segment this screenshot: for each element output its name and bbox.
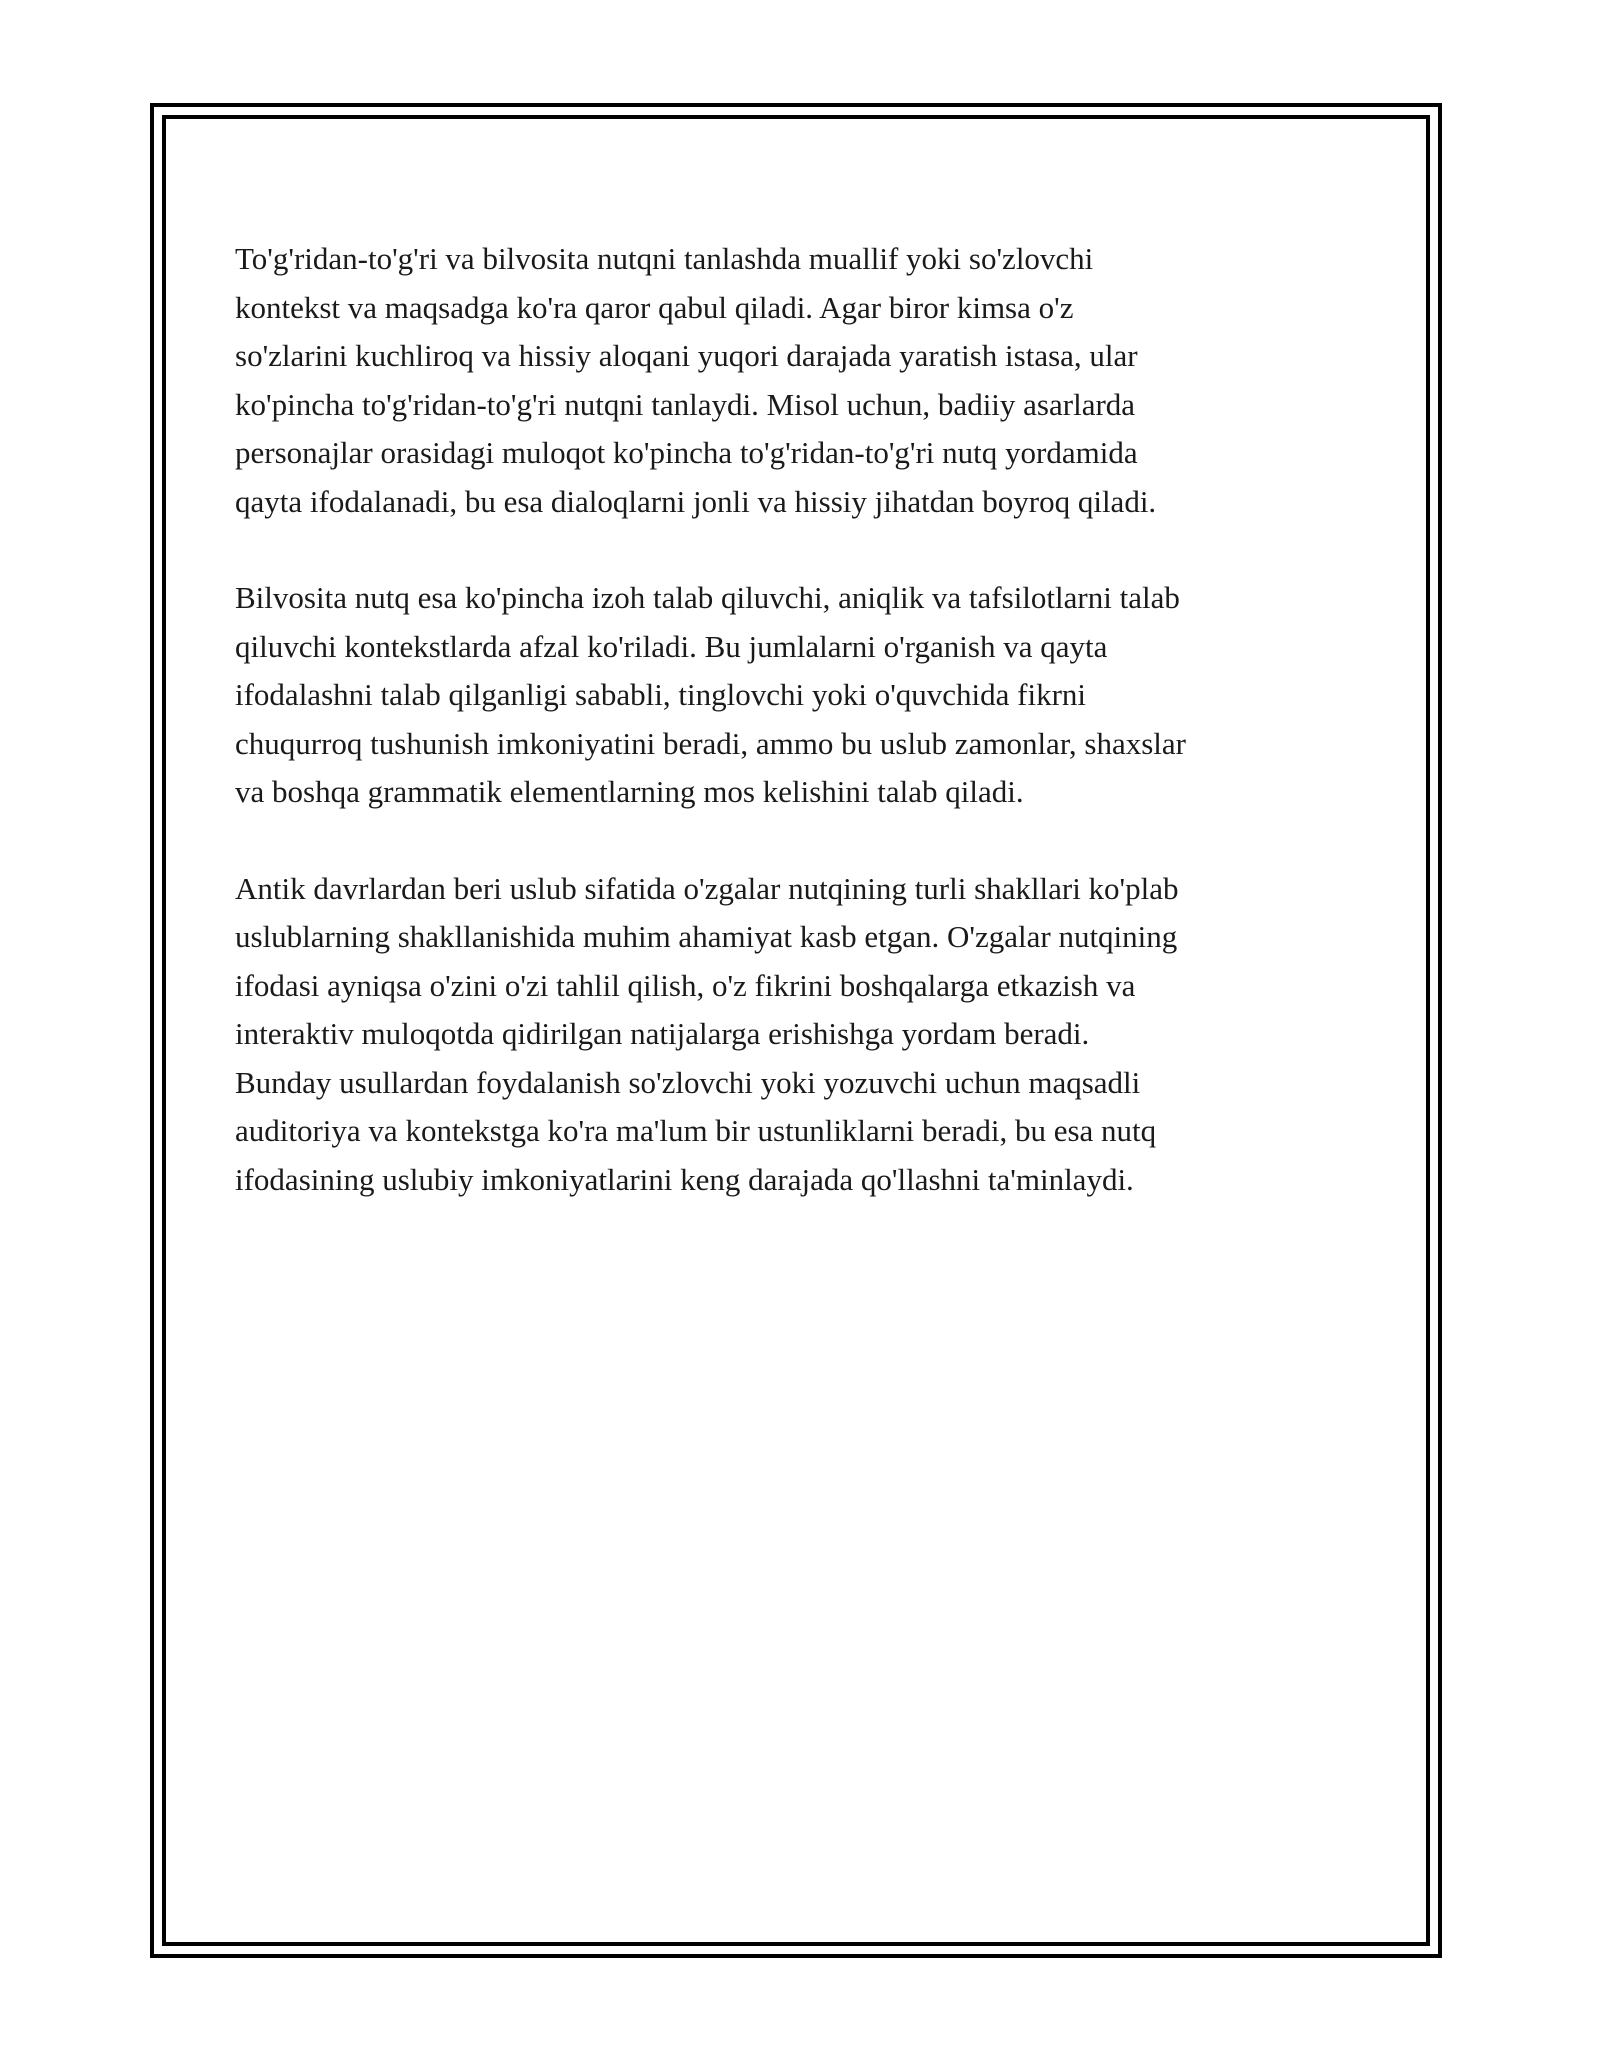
paragraph-1: To'g'ridan-to'g'ri va bilvosita nutqni tanlashda muallif yoki so'zlovchi kontekst va maqsadga ko'ra qaror qabul qiladi. Agar biror kimsa o'z so'zlarini kuchliroq va hissiy aloqani yuqori darajada yaratish istasa, ular ko'pincha to'g'ridan-to'g'ri nutqni tanlaydi. Misol uchun, badiiy asarlarda personajlar orasidagi muloqot ko'pincha to'g'ridan-to'g'ri nutq yordamida qayta ifodalanadi, bu esa dialoqlarni jonli va hissiy jihatdan boyroq qiladi.	[235, 241, 1157, 519]
document-body	[235, 235, 1365, 1252]
paragraph-2: Bilvosita nutq esa ko'pincha izoh talab qiluvchi, aniqlik va tafsilotlarni talab qiluvchi kontekstlarda afzal ko'riladi. Bu jumlalarni o'rganish va qayta ifodalashni talab qilganligi sababli, tinglovchi yoki o'quvchida fikrni chuqurroq tushunish imkoniyatini beradi, ammo bu uslub zamonlar, shaxslar va boshqa grammatik elementlarning mos kelishini talab qiladi.	[235, 580, 1186, 809]
paragraph-3: Antik davrlardan beri uslub sifatida o'zgalar nutqining turli shakllari ko'plab uslublarning shakllanishida muhim ahamiyat kasb etgan. O'zgalar nutqining ifodasi ayniqsa o'zini o'zi tahlil qilish, o'z fikrini boshqalarga etkazish va interaktiv muloqotda qidirilgan natijalarga erishishga yordam beradi. Bunday usullardan foydalanish so'zlovchi yoki yozuvchi uchun maqsadli auditoriya va kontekstga ko'ra ma'lum bir ustunliklarni beradi, bu esa nutq ifodasining uslubiy imkoniyatlarini keng darajada qo'llashni ta'minlaydi.	[235, 870, 1179, 1197]
